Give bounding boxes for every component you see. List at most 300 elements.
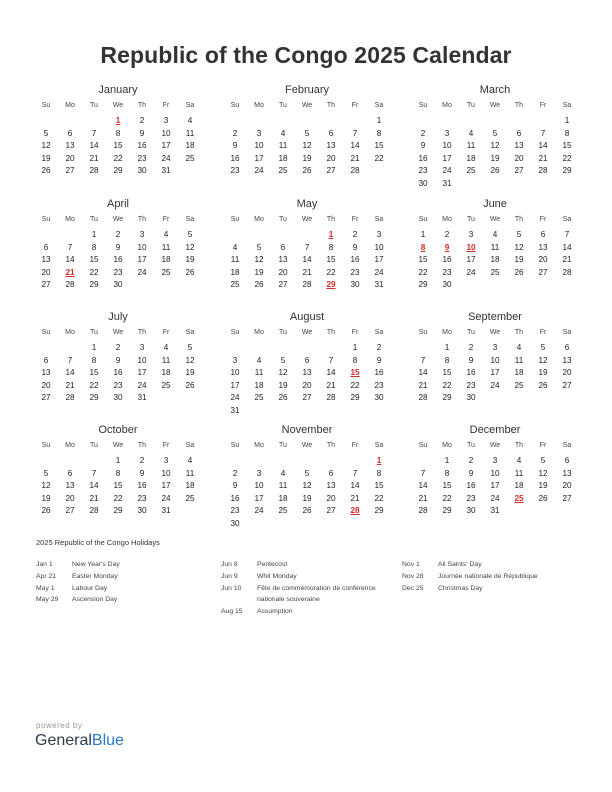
calendar-day[interactable]: 28 <box>326 393 336 402</box>
calendar-day[interactable]: 13 <box>562 468 572 478</box>
calendar-day[interactable]: 4 <box>187 116 193 125</box>
calendar-day[interactable]: 7 <box>67 242 73 252</box>
calendar-day[interactable]: 12 <box>185 355 195 365</box>
calendar-day[interactable]: 21 <box>562 255 572 264</box>
calendar-day[interactable]: 27 <box>302 393 312 402</box>
calendar-day[interactable]: 17 <box>490 481 500 490</box>
calendar-day[interactable]: 1 <box>420 230 426 239</box>
calendar-day[interactable]: 9 <box>139 468 145 478</box>
calendar-day[interactable]: 22 <box>326 267 336 277</box>
calendar-day[interactable]: 10 <box>374 242 384 252</box>
calendar-day[interactable]: 24 <box>137 380 147 390</box>
calendar-day[interactable]: 13 <box>41 255 51 264</box>
calendar-day[interactable]: 30 <box>418 178 428 188</box>
calendar-day[interactable]: 7 <box>540 128 546 138</box>
calendar-day[interactable]: 25 <box>185 153 195 163</box>
calendar-day[interactable]: 21 <box>89 493 99 503</box>
calendar-day[interactable]: 22 <box>374 493 384 503</box>
calendar-day[interactable]: 28 <box>538 166 548 175</box>
calendar-day[interactable]: 9 <box>468 355 474 365</box>
calendar-day[interactable]: 7 <box>91 468 97 478</box>
calendar-day[interactable]: 17 <box>490 368 500 377</box>
calendar-day[interactable]: 18 <box>230 267 240 277</box>
calendar-day[interactable]: 22 <box>113 493 123 503</box>
calendar-day[interactable]: 15 <box>374 481 384 490</box>
calendar-day[interactable]: 16 <box>442 255 452 264</box>
calendar-day[interactable]: 5 <box>540 456 546 465</box>
calendar-day[interactable]: 5 <box>540 343 546 352</box>
calendar-day[interactable]: 30 <box>230 518 240 528</box>
calendar-day[interactable]: 16 <box>466 368 476 377</box>
calendar-day[interactable]: 6 <box>304 355 310 365</box>
calendar-day[interactable]: 12 <box>302 481 312 490</box>
calendar-day[interactable]: 30 <box>113 280 123 289</box>
holiday-day[interactable]: 9 <box>444 242 450 252</box>
calendar-day[interactable]: 10 <box>254 481 264 490</box>
calendar-day[interactable]: 14 <box>65 368 75 377</box>
calendar-day[interactable]: 21 <box>326 380 336 390</box>
calendar-day[interactable]: 11 <box>514 468 524 478</box>
calendar-day[interactable]: 6 <box>43 242 49 252</box>
calendar-day[interactable]: 20 <box>41 267 51 277</box>
calendar-day[interactable]: 13 <box>538 242 548 252</box>
calendar-day[interactable]: 30 <box>137 166 147 175</box>
calendar-day[interactable]: 16 <box>374 368 384 377</box>
calendar-day[interactable]: 13 <box>326 481 336 490</box>
calendar-day[interactable]: 25 <box>254 393 264 402</box>
calendar-day[interactable]: 17 <box>466 255 476 264</box>
calendar-day[interactable]: 23 <box>466 380 476 390</box>
calendar-day[interactable]: 21 <box>418 380 428 390</box>
calendar-day[interactable]: 25 <box>490 267 500 277</box>
calendar-day[interactable]: 25 <box>230 280 240 289</box>
calendar-day[interactable]: 19 <box>302 153 312 163</box>
calendar-day[interactable]: 30 <box>466 506 476 515</box>
calendar-day[interactable]: 8 <box>564 128 570 138</box>
calendar-day[interactable]: 23 <box>137 493 147 503</box>
calendar-day[interactable]: 18 <box>490 255 500 264</box>
calendar-day[interactable]: 29 <box>113 166 123 175</box>
calendar-day[interactable]: 14 <box>562 242 572 252</box>
calendar-day[interactable]: 3 <box>256 128 262 138</box>
holiday-day[interactable]: 1 <box>115 116 121 125</box>
calendar-day[interactable]: 15 <box>89 255 99 264</box>
calendar-day[interactable]: 5 <box>43 468 49 478</box>
calendar-day[interactable]: 11 <box>254 368 264 377</box>
calendar-day[interactable]: 3 <box>468 230 474 239</box>
calendar-day[interactable]: 25 <box>278 506 288 515</box>
calendar-day[interactable]: 1 <box>91 343 97 352</box>
calendar-day[interactable]: 21 <box>89 153 99 163</box>
calendar-day[interactable]: 29 <box>374 506 384 515</box>
calendar-day[interactable]: 12 <box>254 255 264 264</box>
calendar-day[interactable]: 9 <box>115 355 121 365</box>
holiday-day[interactable]: 1 <box>376 456 382 465</box>
calendar-day[interactable]: 27 <box>562 493 572 503</box>
calendar-day[interactable]: 12 <box>278 368 288 377</box>
calendar-day[interactable]: 9 <box>468 468 474 478</box>
calendar-day[interactable]: 27 <box>65 166 75 175</box>
calendar-day[interactable]: 4 <box>163 343 169 352</box>
calendar-day[interactable]: 2 <box>139 456 145 465</box>
calendar-day[interactable]: 29 <box>113 506 123 515</box>
calendar-day[interactable]: 8 <box>376 468 382 478</box>
calendar-day[interactable]: 12 <box>490 141 500 150</box>
calendar-day[interactable]: 5 <box>256 242 262 252</box>
calendar-day[interactable]: 23 <box>137 153 147 163</box>
calendar-day[interactable]: 14 <box>538 141 548 150</box>
calendar-day[interactable]: 25 <box>161 267 171 277</box>
calendar-day[interactable]: 19 <box>278 380 288 390</box>
holiday-day[interactable]: 1 <box>328 230 334 239</box>
calendar-day[interactable]: 21 <box>418 493 428 503</box>
calendar-day[interactable]: 3 <box>139 230 145 239</box>
calendar-day[interactable]: 28 <box>350 166 360 175</box>
calendar-day[interactable]: 12 <box>538 468 548 478</box>
calendar-day[interactable]: 5 <box>492 128 498 138</box>
calendar-day[interactable]: 19 <box>302 493 312 503</box>
calendar-day[interactable]: 18 <box>161 255 171 264</box>
calendar-day[interactable]: 22 <box>89 267 99 277</box>
calendar-day[interactable]: 24 <box>161 153 171 163</box>
calendar-day[interactable]: 1 <box>352 343 358 352</box>
calendar-day[interactable]: 2 <box>444 230 450 239</box>
calendar-day[interactable]: 21 <box>65 380 75 390</box>
calendar-day[interactable]: 28 <box>418 393 428 402</box>
calendar-day[interactable]: 11 <box>466 141 476 150</box>
calendar-day[interactable]: 8 <box>444 355 450 365</box>
calendar-day[interactable]: 3 <box>376 230 382 239</box>
calendar-day[interactable]: 2 <box>376 343 382 352</box>
calendar-day[interactable]: 27 <box>562 380 572 390</box>
calendar-day[interactable]: 14 <box>89 141 99 150</box>
calendar-day[interactable]: 6 <box>516 128 522 138</box>
holiday-day[interactable]: 8 <box>420 242 426 252</box>
calendar-day[interactable]: 25 <box>278 166 288 175</box>
calendar-day[interactable]: 19 <box>514 255 524 264</box>
calendar-day[interactable]: 5 <box>304 468 310 478</box>
calendar-day[interactable]: 1 <box>444 343 450 352</box>
calendar-day[interactable]: 19 <box>254 267 264 277</box>
calendar-day[interactable]: 13 <box>41 368 51 377</box>
calendar-day[interactable]: 13 <box>65 141 75 150</box>
calendar-day[interactable]: 27 <box>538 267 548 277</box>
calendar-day[interactable]: 4 <box>280 128 286 138</box>
calendar-day[interactable]: 11 <box>161 242 171 252</box>
calendar-day[interactable]: 29 <box>350 393 360 402</box>
calendar-day[interactable]: 20 <box>65 493 75 503</box>
calendar-day[interactable]: 11 <box>278 481 288 490</box>
calendar-day[interactable]: 29 <box>442 506 452 515</box>
calendar-day[interactable]: 23 <box>442 267 452 277</box>
calendar-day[interactable]: 27 <box>326 506 336 515</box>
calendar-day[interactable]: 2 <box>115 343 121 352</box>
calendar-day[interactable]: 6 <box>564 343 570 352</box>
calendar-day[interactable]: 10 <box>137 242 147 252</box>
calendar-day[interactable]: 7 <box>352 128 358 138</box>
calendar-day[interactable]: 17 <box>374 255 384 264</box>
calendar-day[interactable]: 11 <box>490 242 500 252</box>
calendar-day[interactable]: 19 <box>490 153 500 163</box>
calendar-day[interactable]: 3 <box>139 343 145 352</box>
calendar-day[interactable]: 8 <box>444 468 450 478</box>
calendar-day[interactable]: 6 <box>43 355 49 365</box>
calendar-day[interactable]: 15 <box>89 368 99 377</box>
calendar-day[interactable]: 15 <box>418 255 428 264</box>
calendar-day[interactable]: 31 <box>374 280 384 289</box>
calendar-day[interactable]: 24 <box>490 493 500 503</box>
calendar-day[interactable]: 26 <box>490 166 500 175</box>
calendar-day[interactable]: 4 <box>516 343 522 352</box>
holiday-day[interactable]: 28 <box>350 506 360 515</box>
calendar-day[interactable]: 29 <box>89 393 99 402</box>
calendar-day[interactable]: 9 <box>232 481 238 490</box>
calendar-day[interactable]: 26 <box>41 506 51 515</box>
calendar-day[interactable]: 23 <box>113 380 123 390</box>
calendar-day[interactable]: 17 <box>161 481 171 490</box>
calendar-day[interactable]: 16 <box>113 368 123 377</box>
calendar-day[interactable]: 16 <box>113 255 123 264</box>
calendar-day[interactable]: 14 <box>350 141 360 150</box>
calendar-day[interactable]: 13 <box>562 355 572 365</box>
calendar-day[interactable]: 24 <box>490 380 500 390</box>
calendar-day[interactable]: 9 <box>352 242 358 252</box>
calendar-day[interactable]: 18 <box>161 368 171 377</box>
calendar-day[interactable]: 2 <box>420 128 426 138</box>
calendar-day[interactable]: 31 <box>161 166 171 175</box>
calendar-day[interactable]: 27 <box>65 506 75 515</box>
calendar-day[interactable]: 4 <box>232 242 238 252</box>
holiday-day[interactable]: 10 <box>466 242 476 252</box>
calendar-day[interactable]: 17 <box>254 153 264 163</box>
calendar-day[interactable]: 19 <box>185 255 195 264</box>
calendar-day[interactable]: 19 <box>41 493 51 503</box>
calendar-day[interactable]: 14 <box>418 368 428 377</box>
calendar-day[interactable]: 26 <box>185 380 195 390</box>
calendar-day[interactable]: 29 <box>418 280 428 289</box>
calendar-day[interactable]: 20 <box>278 267 288 277</box>
calendar-day[interactable]: 23 <box>374 380 384 390</box>
calendar-day[interactable]: 22 <box>89 380 99 390</box>
calendar-day[interactable]: 10 <box>137 355 147 365</box>
calendar-day[interactable]: 10 <box>161 128 171 138</box>
calendar-day[interactable]: 9 <box>420 141 426 150</box>
calendar-day[interactable]: 10 <box>254 141 264 150</box>
calendar-day[interactable]: 18 <box>254 380 264 390</box>
calendar-day[interactable]: 24 <box>374 267 384 277</box>
calendar-day[interactable]: 25 <box>185 493 195 503</box>
calendar-day[interactable]: 30 <box>442 280 452 289</box>
calendar-day[interactable]: 27 <box>41 393 51 402</box>
calendar-day[interactable]: 19 <box>185 368 195 377</box>
calendar-day[interactable]: 7 <box>91 128 97 138</box>
calendar-day[interactable]: 2 <box>115 230 121 239</box>
calendar-day[interactable]: 12 <box>302 141 312 150</box>
calendar-day[interactable]: 24 <box>466 267 476 277</box>
calendar-day[interactable]: 28 <box>89 506 99 515</box>
calendar-day[interactable]: 7 <box>67 355 73 365</box>
calendar-day[interactable]: 7 <box>328 355 334 365</box>
calendar-day[interactable]: 4 <box>492 230 498 239</box>
calendar-day[interactable]: 21 <box>350 153 360 163</box>
calendar-day[interactable]: 17 <box>254 493 264 503</box>
calendar-day[interactable]: 16 <box>350 255 360 264</box>
calendar-day[interactable]: 2 <box>468 343 474 352</box>
calendar-day[interactable]: 4 <box>187 456 193 465</box>
calendar-day[interactable]: 18 <box>514 481 524 490</box>
calendar-day[interactable]: 5 <box>187 230 193 239</box>
calendar-day[interactable]: 14 <box>65 255 75 264</box>
calendar-day[interactable]: 1 <box>376 116 382 125</box>
calendar-day[interactable]: 10 <box>230 368 240 377</box>
calendar-day[interactable]: 20 <box>562 368 572 377</box>
holiday-day[interactable]: 29 <box>326 280 336 289</box>
calendar-day[interactable]: 8 <box>115 128 121 138</box>
calendar-day[interactable]: 18 <box>278 153 288 163</box>
calendar-day[interactable]: 31 <box>230 405 240 415</box>
calendar-day[interactable]: 4 <box>256 355 262 365</box>
calendar-day[interactable]: 21 <box>302 267 312 277</box>
calendar-day[interactable]: 20 <box>562 481 572 490</box>
calendar-day[interactable]: 19 <box>538 481 548 490</box>
calendar-day[interactable]: 3 <box>163 116 169 125</box>
calendar-day[interactable]: 22 <box>442 380 452 390</box>
calendar-day[interactable]: 26 <box>278 393 288 402</box>
calendar-day[interactable]: 27 <box>514 166 524 175</box>
calendar-day[interactable]: 15 <box>562 141 572 150</box>
calendar-day[interactable]: 29 <box>89 280 99 289</box>
calendar-day[interactable]: 3 <box>163 456 169 465</box>
calendar-day[interactable]: 14 <box>302 255 312 264</box>
calendar-day[interactable]: 24 <box>442 166 452 175</box>
calendar-day[interactable]: 28 <box>418 506 428 515</box>
calendar-day[interactable]: 7 <box>420 355 426 365</box>
holiday-day[interactable]: 25 <box>514 493 524 503</box>
calendar-day[interactable]: 6 <box>280 242 286 252</box>
calendar-day[interactable]: 15 <box>442 368 452 377</box>
calendar-day[interactable]: 8 <box>328 242 334 252</box>
calendar-day[interactable]: 21 <box>538 153 548 163</box>
calendar-day[interactable]: 12 <box>538 355 548 365</box>
calendar-day[interactable]: 10 <box>442 141 452 150</box>
calendar-day[interactable]: 6 <box>328 468 334 478</box>
calendar-day[interactable]: 26 <box>302 506 312 515</box>
calendar-day[interactable]: 17 <box>161 141 171 150</box>
calendar-day[interactable]: 4 <box>280 468 286 478</box>
calendar-day[interactable]: 18 <box>514 368 524 377</box>
calendar-day[interactable]: 14 <box>350 481 360 490</box>
calendar-day[interactable]: 3 <box>232 355 238 365</box>
calendar-day[interactable]: 27 <box>41 280 51 289</box>
calendar-day[interactable]: 30 <box>466 393 476 402</box>
calendar-day[interactable]: 2 <box>139 116 145 125</box>
calendar-day[interactable]: 12 <box>185 242 195 252</box>
calendar-day[interactable]: 3 <box>492 343 498 352</box>
calendar-day[interactable]: 8 <box>91 355 97 365</box>
calendar-day[interactable]: 20 <box>514 153 524 163</box>
calendar-day[interactable]: 9 <box>376 355 382 365</box>
calendar-day[interactable]: 1 <box>115 456 121 465</box>
calendar-day[interactable]: 3 <box>256 468 262 478</box>
calendar-day[interactable]: 14 <box>326 368 336 377</box>
calendar-day[interactable]: 3 <box>492 456 498 465</box>
calendar-day[interactable]: 5 <box>43 128 49 138</box>
calendar-day[interactable]: 25 <box>466 166 476 175</box>
calendar-day[interactable]: 22 <box>442 493 452 503</box>
calendar-day[interactable]: 16 <box>137 481 147 490</box>
calendar-day[interactable]: 24 <box>254 506 264 515</box>
calendar-day[interactable]: 16 <box>230 153 240 163</box>
calendar-day[interactable]: 3 <box>444 128 450 138</box>
calendar-day[interactable]: 2 <box>232 468 238 478</box>
calendar-day[interactable]: 16 <box>466 481 476 490</box>
calendar-day[interactable]: 1 <box>564 116 570 125</box>
calendar-day[interactable]: 2 <box>232 128 238 138</box>
calendar-day[interactable]: 17 <box>442 153 452 163</box>
calendar-day[interactable]: 26 <box>514 267 524 277</box>
calendar-day[interactable]: 18 <box>466 153 476 163</box>
holiday-day[interactable]: 21 <box>65 267 75 277</box>
calendar-day[interactable]: 31 <box>161 506 171 515</box>
calendar-day[interactable]: 12 <box>514 242 524 252</box>
calendar-day[interactable]: 26 <box>41 166 51 175</box>
calendar-day[interactable]: 21 <box>350 493 360 503</box>
calendar-day[interactable]: 22 <box>350 380 360 390</box>
calendar-day[interactable]: 27 <box>278 280 288 289</box>
calendar-day[interactable]: 31 <box>442 178 452 188</box>
calendar-day[interactable]: 26 <box>302 166 312 175</box>
calendar-day[interactable]: 8 <box>115 468 121 478</box>
calendar-day[interactable]: 10 <box>490 355 500 365</box>
calendar-day[interactable]: 28 <box>65 280 75 289</box>
holiday-day[interactable]: 15 <box>350 368 360 377</box>
calendar-day[interactable]: 8 <box>376 128 382 138</box>
calendar-day[interactable]: 12 <box>41 141 51 150</box>
calendar-day[interactable]: 17 <box>230 380 240 390</box>
calendar-day[interactable]: 4 <box>516 456 522 465</box>
calendar-day[interactable]: 4 <box>468 128 474 138</box>
calendar-day[interactable]: 16 <box>230 493 240 503</box>
calendar-day[interactable]: 16 <box>137 141 147 150</box>
calendar-day[interactable]: 9 <box>115 242 121 252</box>
calendar-day[interactable]: 18 <box>278 493 288 503</box>
calendar-day[interactable]: 24 <box>137 267 147 277</box>
calendar-day[interactable]: 12 <box>41 481 51 490</box>
calendar-day[interactable]: 31 <box>137 393 147 402</box>
calendar-day[interactable]: 14 <box>418 481 428 490</box>
calendar-day[interactable]: 28 <box>89 166 99 175</box>
calendar-day[interactable]: 23 <box>466 493 476 503</box>
calendar-day[interactable]: 31 <box>490 506 500 515</box>
calendar-day[interactable]: 20 <box>326 493 336 503</box>
calendar-day[interactable]: 11 <box>278 141 288 150</box>
calendar-day[interactable]: 26 <box>538 380 548 390</box>
calendar-day[interactable]: 20 <box>302 380 312 390</box>
calendar-day[interactable]: 11 <box>185 128 195 138</box>
calendar-day[interactable]: 6 <box>540 230 546 239</box>
calendar-day[interactable]: 11 <box>185 468 195 478</box>
calendar-day[interactable]: 28 <box>65 393 75 402</box>
calendar-day[interactable]: 25 <box>161 380 171 390</box>
calendar-day[interactable]: 23 <box>113 267 123 277</box>
calendar-day[interactable]: 13 <box>278 255 288 264</box>
calendar-day[interactable]: 10 <box>161 468 171 478</box>
calendar-day[interactable]: 6 <box>328 128 334 138</box>
calendar-day[interactable]: 6 <box>564 456 570 465</box>
calendar-day[interactable]: 20 <box>65 153 75 163</box>
calendar-day[interactable]: 20 <box>538 255 548 264</box>
calendar-day[interactable]: 23 <box>230 166 240 175</box>
